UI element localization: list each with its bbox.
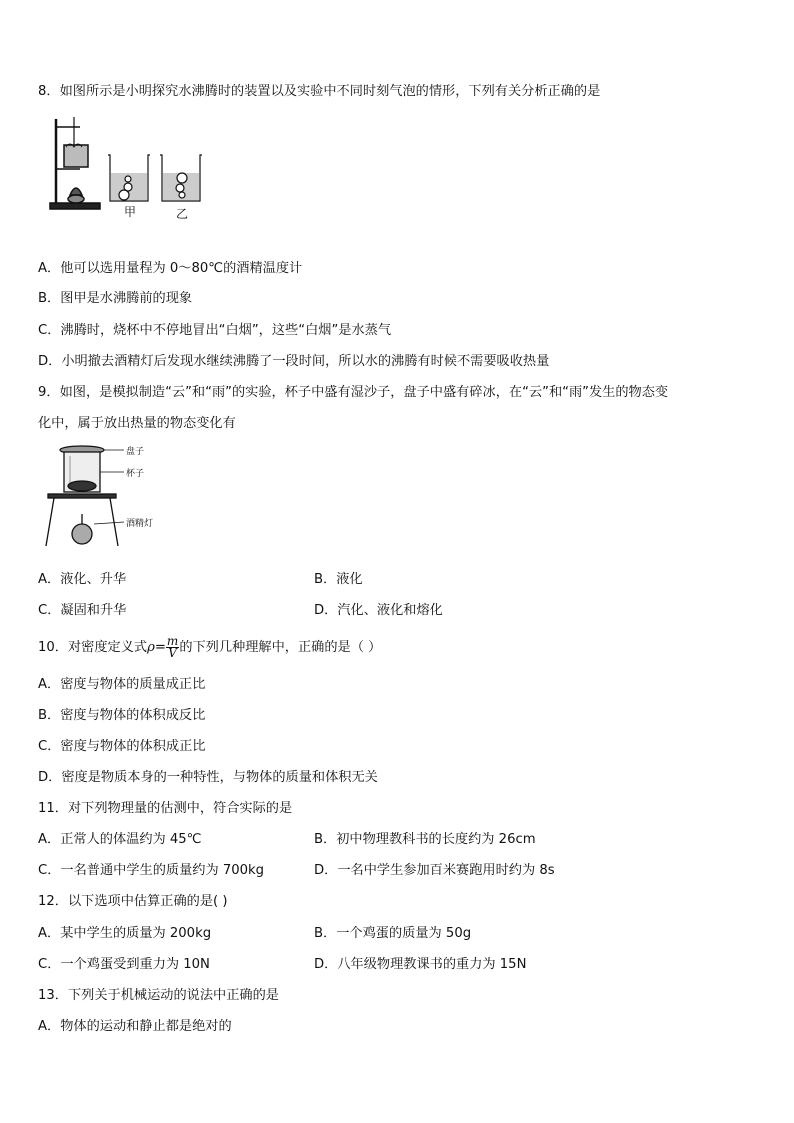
q8-option-c: C．沸腾时，烧杯中不停地冒出“白烟”，这些“白烟”是水蒸气 bbox=[38, 323, 392, 338]
q10-equals: = bbox=[154, 640, 166, 655]
q9-option-d: D．汽化、液化和熔化 bbox=[314, 603, 443, 618]
q11-option-b: B．初中物理教科书的长度约为 26cm bbox=[314, 832, 536, 847]
q9-fig-label-burner: 酒精灯 bbox=[126, 519, 154, 529]
q8-option-a: A．他可以选用量程为 0～80℃的酒精温度计 bbox=[38, 261, 303, 276]
q10-fraction bbox=[166, 633, 179, 660]
q10-option-d: D．密度是物质本身的一种特性，与物体的质量和体积无关 bbox=[38, 770, 378, 785]
q10-denominator: V bbox=[168, 645, 177, 660]
q10-option-b: B．密度与物体的体积成反比 bbox=[38, 708, 206, 723]
q9-option-c: C．凝固和升华 bbox=[38, 603, 127, 618]
q8-stem: 8．如图所示是小明探究水沸腾时的装置以及实验中不同时刻气泡的情形，下列有关分析正确的是 bbox=[38, 84, 601, 99]
q8-option-b: B．图甲是水沸腾前的现象 bbox=[38, 291, 193, 306]
q9-fig-label-cup: 杯子 bbox=[126, 469, 145, 479]
q10-numerator: m bbox=[166, 633, 179, 648]
q8-fig-label-b: 乙 bbox=[176, 207, 189, 221]
q11-stem: 11．对下列物理量的估测中，符合实际的是 bbox=[38, 801, 293, 816]
q11-option-c: C．一名普通中学生的质量约为 700kg bbox=[38, 863, 265, 878]
q10-stem bbox=[38, 634, 381, 662]
q10-prefix: 10．对密度定义式 bbox=[38, 640, 148, 655]
q12-option-c: C．一个鸡蛋受到重力为 10N bbox=[38, 957, 210, 972]
q10-option-c: C．密度与物体的体积成正比 bbox=[38, 739, 206, 754]
q9-option-b: B．液化 bbox=[314, 572, 363, 587]
q8-option-d: D．小明撤去酒精灯后发现水继续沸腾了一段时间，所以水的沸腾有时候不需要吸收热量 bbox=[38, 354, 550, 369]
q10-option-a: A．密度与物体的质量成正比 bbox=[38, 677, 206, 692]
q12-option-d: D．八年级物理教课书的重力为 15N bbox=[314, 957, 527, 972]
q9-option-a: A．液化、升华 bbox=[38, 572, 127, 587]
q12-stem: 12．以下选项中估算正确的是( ) bbox=[38, 894, 228, 909]
q10-suffix: 的下列几种理解中，正确的是（ ） bbox=[179, 640, 382, 655]
q9-stem-line2: 化中，属于放出热量的物态变化有 bbox=[38, 416, 236, 431]
q10-rho-symbol: ρ bbox=[147, 640, 155, 655]
q8-boiling-apparatus-figure bbox=[44, 115, 204, 221]
q8-fig-label-a: 甲 bbox=[124, 205, 137, 219]
q13-stem: 13．下列关于机械运动的说法中正确的是 bbox=[38, 988, 279, 1003]
q9-stem-line1: 9．如图，是模拟制造“云”和“雨”的实验，杯子中盛有湿沙子，盘子中盛有碎冰，在“云”和“雨”发生的物态变 bbox=[38, 385, 669, 400]
q9-fig-label-plate: 盘子 bbox=[126, 447, 145, 457]
q12-option-b: B．一个鸡蛋的质量为 50g bbox=[314, 926, 472, 941]
q12-option-a: A．某中学生的质量为 200kg bbox=[38, 926, 212, 941]
q13-option-a: A．物体的运动和静止都是绝对的 bbox=[38, 1019, 232, 1034]
q9-cloud-rain-apparatus-figure bbox=[42, 442, 162, 552]
q11-option-a: A．正常人的体温约为 45℃ bbox=[38, 832, 202, 847]
q11-option-d: D．一名中学生参加百米赛跑用时约为 8s bbox=[314, 863, 555, 878]
